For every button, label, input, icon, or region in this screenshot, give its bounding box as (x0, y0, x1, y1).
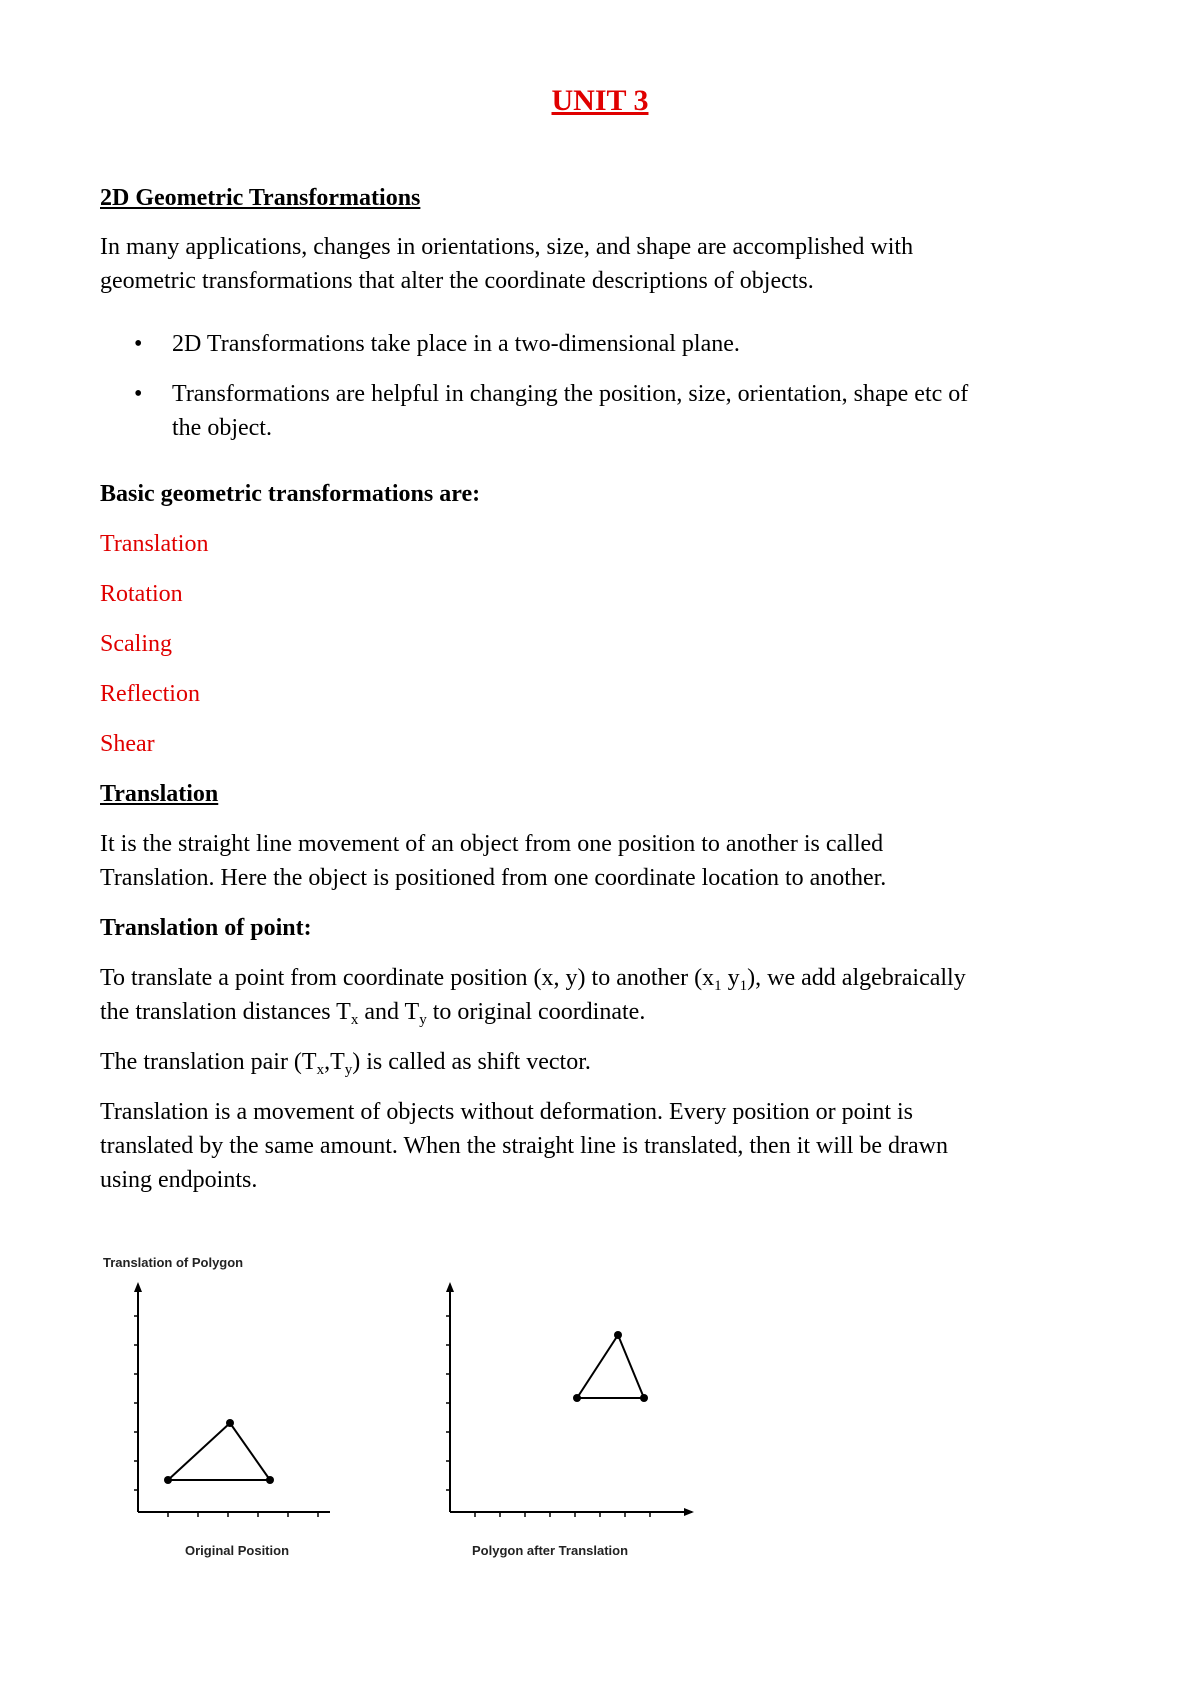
section-title: 2D Geometric Transformations (100, 185, 421, 211)
basic-item-shear: Shear (100, 731, 155, 757)
x-axis-arrow (684, 1508, 694, 1516)
translated-triangle (577, 1335, 644, 1398)
right-caption: Polygon after Translation (472, 1543, 629, 1558)
basic-item-scaling: Scaling (100, 631, 172, 657)
vertex-point (266, 1476, 274, 1484)
translation-heading: Translation (100, 781, 219, 807)
shift-text-b: ,T (324, 1049, 345, 1075)
point-sub-2: 1 (739, 978, 748, 994)
bullet-marker: • (134, 381, 143, 407)
unit-title: UNIT 3 (551, 84, 649, 117)
shift-sub-y: y (344, 1062, 353, 1078)
vertex-point (573, 1394, 581, 1402)
vertex-point (640, 1394, 648, 1402)
y-axis-arrow (446, 1282, 454, 1292)
point-para-line-1 (100, 961, 1118, 995)
point-text-e: and T (358, 999, 420, 1025)
vertex-point (164, 1476, 172, 1484)
bullet-item-1: 2D Transformations take place in a two-dimensional plane. (172, 331, 740, 357)
point-text-c: ), we add algebraically (747, 965, 966, 991)
intro-line-1: In many applications, changes in orientations, size, and shape are accomplished with (100, 234, 914, 260)
movement-para-line-3: using endpoints. (100, 1167, 258, 1193)
shift-text-a: The translation pair (T (100, 1049, 317, 1075)
movement-para-line-2: translated by the same amount. When the straight line is translated, then it will be drawn (100, 1133, 949, 1159)
point-para-line-2 (100, 995, 645, 1029)
point-text-d: the translation distances T (100, 999, 351, 1025)
translation-def-line-1: It is the straight line movement of an object from one position to another is called (100, 831, 884, 857)
basic-heading: Basic geometric transformations are: (100, 481, 481, 507)
basic-item-reflection: Reflection (100, 681, 200, 707)
y-axis-arrow (134, 1282, 142, 1292)
shift-vector-para (100, 1045, 591, 1079)
left-caption: Original Position (185, 1543, 290, 1558)
intro-line-2: geometric transformations that alter the coordinate descriptions of objects. (100, 268, 814, 294)
point-sub-1: 1 (714, 978, 722, 994)
original-triangle (168, 1423, 270, 1480)
shift-text-c: ) is called as shift vector. (352, 1049, 591, 1075)
point-heading: Translation of point: (100, 915, 312, 941)
movement-para-line-1: Translation is a movement of objects without deformation. Every position or point is (100, 1099, 914, 1125)
point-text-f: to original coordinate. (426, 999, 646, 1025)
translation-def-line-2: Translation. Here the object is positioned from one coordinate location to another. (100, 865, 887, 891)
bullet-item-2-line-1: Transformations are helpful in changing the position, size, orientation, shape etc of (172, 381, 969, 407)
bullet-marker: • (134, 331, 143, 357)
basic-item-translation: Translation (100, 531, 209, 557)
original-position-plot (120, 1280, 320, 1540)
vertex-point (226, 1419, 234, 1427)
point-text-a: To translate a point from coordinate position (x, y) to another (x (100, 965, 715, 991)
bullet-item-2-line-2: the object. (172, 415, 272, 441)
vertex-point (614, 1331, 622, 1339)
shift-sub-x: x (316, 1062, 325, 1078)
point-sub-x: x (350, 1012, 359, 1028)
point-sub-y: y (419, 1012, 427, 1028)
translated-position-plot (432, 1280, 702, 1540)
basic-item-rotation: Rotation (100, 581, 183, 607)
figure-title: Translation of Polygon (103, 1255, 244, 1270)
point-text-b: y (721, 965, 740, 991)
